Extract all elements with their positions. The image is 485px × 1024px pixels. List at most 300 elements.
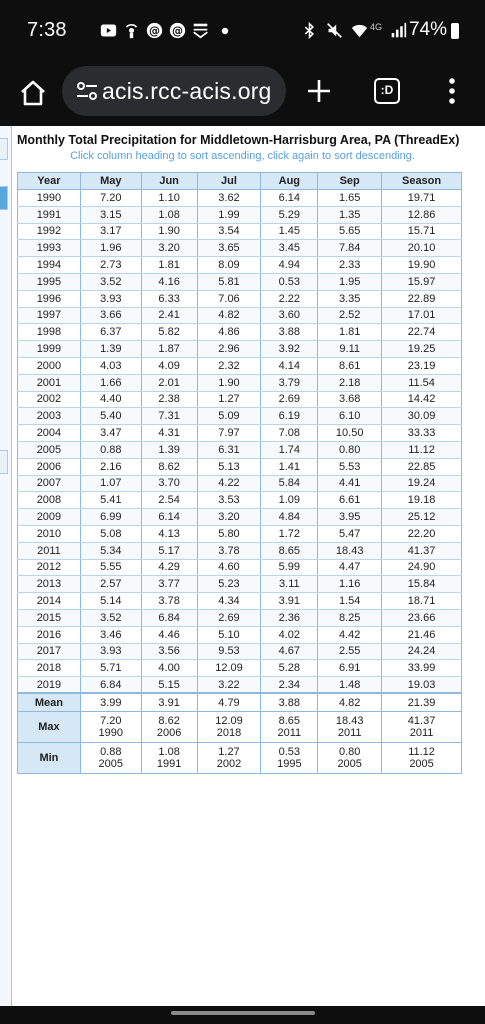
value-cell: 4.16	[141, 273, 197, 290]
value-cell: 5.65	[318, 223, 382, 240]
value-cell: 3.62	[197, 190, 261, 207]
column-header-jun[interactable]: Jun	[141, 173, 197, 190]
value-cell: 1.87	[141, 341, 197, 358]
mean-value: 3.99	[80, 693, 141, 711]
value-cell: 5.82	[141, 324, 197, 341]
value-cell: 2.69	[261, 391, 318, 408]
year-cell: 1992	[18, 223, 81, 240]
value-cell: 11.54	[382, 374, 462, 391]
table-body	[18, 190, 462, 694]
year-cell: 1995	[18, 273, 81, 290]
year-cell: 1990	[18, 190, 81, 207]
system-icons	[301, 22, 407, 39]
value-cell: 19.18	[382, 492, 462, 509]
value-cell: 4.02	[261, 626, 318, 643]
table-row	[18, 525, 462, 542]
value-cell: 5.10	[197, 626, 261, 643]
max-cell	[382, 711, 462, 742]
max-value: 7.20	[100, 714, 122, 727]
value-cell: 5.15	[141, 677, 197, 694]
value-cell: 6.33	[141, 290, 197, 307]
value-cell: 1.39	[141, 441, 197, 458]
min-row	[18, 742, 462, 773]
table-row	[18, 559, 462, 576]
year-cell: 1993	[18, 240, 81, 257]
value-cell: 5.47	[318, 525, 382, 542]
signal-icon	[390, 22, 407, 39]
max-value: 41.37	[407, 714, 436, 727]
value-cell: 4.60	[197, 559, 261, 576]
value-cell: 5.17	[141, 542, 197, 559]
value-cell: 8.25	[318, 609, 382, 626]
value-cell: 1.48	[318, 677, 382, 694]
value-cell: 3.20	[141, 240, 197, 257]
column-header-year[interactable]: Year	[18, 173, 81, 190]
value-cell: 3.70	[141, 475, 197, 492]
table-row	[18, 307, 462, 324]
value-cell: 21.46	[382, 626, 462, 643]
year-cell: 1999	[18, 341, 81, 358]
battery-icon	[451, 23, 459, 39]
max-year: 2018	[216, 726, 242, 739]
value-cell: 4.34	[197, 593, 261, 610]
value-cell: 2.33	[318, 257, 382, 274]
value-cell: 1.16	[318, 576, 382, 593]
min-value: 1.27	[218, 745, 240, 758]
web-content	[0, 126, 485, 1006]
value-cell: 3.35	[318, 290, 382, 307]
value-cell: 8.65	[261, 542, 318, 559]
value-cell: 5.80	[197, 525, 261, 542]
mean-value: 4.82	[318, 693, 382, 711]
value-cell: 2.38	[141, 391, 197, 408]
table-row	[18, 593, 462, 610]
tab-switcher-button[interactable]: :D	[374, 78, 400, 104]
value-cell: 4.31	[141, 425, 197, 442]
side-tab-active[interactable]	[0, 186, 8, 210]
table-header-row	[18, 173, 462, 190]
max-year: 2011	[337, 726, 362, 739]
more-icon[interactable]	[445, 76, 459, 106]
value-cell: 19.24	[382, 475, 462, 492]
svg-text:@: @	[171, 24, 184, 38]
value-cell: 2.36	[261, 609, 318, 626]
value-cell: 5.34	[80, 542, 141, 559]
table-row	[18, 240, 462, 257]
value-cell: 2.22	[261, 290, 318, 307]
value-cell: 3.20	[197, 509, 261, 526]
value-cell: 5.28	[261, 660, 318, 677]
new-tab-plus-icon[interactable]	[304, 76, 334, 106]
value-cell: 3.65	[197, 240, 261, 257]
max-cell	[318, 711, 382, 742]
value-cell: 1.81	[318, 324, 382, 341]
table-row	[18, 576, 462, 593]
side-tab[interactable]	[0, 450, 8, 474]
table-row	[18, 374, 462, 391]
value-cell: 23.19	[382, 357, 462, 374]
value-cell: 2.96	[197, 341, 261, 358]
table-row	[18, 357, 462, 374]
value-cell: 1.95	[318, 273, 382, 290]
value-cell: 17.01	[382, 307, 462, 324]
svg-text:@: @	[148, 24, 161, 38]
year-cell: 2009	[18, 509, 81, 526]
value-cell: 15.84	[382, 576, 462, 593]
value-cell: 30.09	[382, 408, 462, 425]
value-cell: 1.41	[261, 458, 318, 475]
value-cell: 4.84	[261, 509, 318, 526]
min-cell	[197, 742, 261, 773]
value-cell: 2.73	[80, 257, 141, 274]
year-cell: 2005	[18, 441, 81, 458]
value-cell: 6.91	[318, 660, 382, 677]
table-row	[18, 341, 462, 358]
table-row	[18, 626, 462, 643]
year-cell: 2008	[18, 492, 81, 509]
value-cell: 1.90	[141, 223, 197, 240]
value-cell: 22.74	[382, 324, 462, 341]
table-row	[18, 206, 462, 223]
value-cell: 3.68	[318, 391, 382, 408]
threads-icon	[146, 22, 163, 39]
year-cell: 2004	[18, 425, 81, 442]
value-cell: 0.80	[318, 441, 382, 458]
table-summary	[18, 693, 462, 773]
notification-icons	[100, 22, 229, 39]
min-year: 1991	[156, 757, 182, 770]
value-cell: 3.54	[197, 223, 261, 240]
value-cell: 24.90	[382, 559, 462, 576]
dot-icon	[221, 27, 229, 35]
min-cell	[318, 742, 382, 773]
value-cell: 25.12	[382, 509, 462, 526]
value-cell: 5.14	[80, 593, 141, 610]
value-cell: 4.13	[141, 525, 197, 542]
value-cell: 5.08	[80, 525, 141, 542]
year-cell: 2007	[18, 475, 81, 492]
value-cell: 4.09	[141, 357, 197, 374]
url-text[interactable]: acis.rcc-acis.org	[102, 78, 272, 104]
value-cell: 12.86	[382, 206, 462, 223]
browser-toolbar	[0, 62, 485, 126]
value-cell: 4.00	[141, 660, 197, 677]
value-cell: 3.52	[80, 273, 141, 290]
table-row	[18, 391, 462, 408]
max-year: 1990	[98, 726, 124, 739]
value-cell: 2.57	[80, 576, 141, 593]
value-cell: 6.37	[80, 324, 141, 341]
year-cell: 2013	[18, 576, 81, 593]
table-row	[18, 475, 462, 492]
year-cell: 1996	[18, 290, 81, 307]
value-cell: 33.99	[382, 660, 462, 677]
min-year: 2005	[337, 757, 362, 770]
home-icon[interactable]	[18, 78, 48, 108]
column-header-season[interactable]: Season	[382, 173, 462, 190]
play-icon	[100, 22, 117, 39]
year-cell: 2010	[18, 525, 81, 542]
mean-label: Mean	[18, 693, 81, 711]
value-cell: 1.10	[141, 190, 197, 207]
address-bar[interactable]	[62, 66, 286, 116]
max-label: Max	[18, 711, 81, 742]
value-cell: 6.61	[318, 492, 382, 509]
value-cell: 5.53	[318, 458, 382, 475]
value-cell: 8.09	[197, 257, 261, 274]
value-cell: 6.10	[318, 408, 382, 425]
year-cell: 2019	[18, 677, 81, 694]
value-cell: 3.95	[318, 509, 382, 526]
value-cell: 9.11	[318, 341, 382, 358]
value-cell: 11.12	[382, 441, 462, 458]
value-cell: 6.84	[141, 609, 197, 626]
value-cell: 8.61	[318, 357, 382, 374]
year-cell: 2002	[18, 391, 81, 408]
value-cell: 2.55	[318, 643, 382, 660]
value-cell: 4.40	[80, 391, 141, 408]
min-value: 0.53	[278, 745, 301, 758]
mean-value: 3.88	[261, 693, 318, 711]
value-cell: 1.45	[261, 223, 318, 240]
value-cell: 19.25	[382, 341, 462, 358]
value-cell: 4.29	[141, 559, 197, 576]
value-cell: 1.90	[197, 374, 261, 391]
min-cell	[382, 742, 462, 773]
table-row	[18, 492, 462, 509]
max-cell	[141, 711, 197, 742]
max-value: 8.65	[278, 714, 301, 727]
max-row	[18, 711, 462, 742]
value-cell: 4.86	[197, 324, 261, 341]
value-cell: 5.41	[80, 492, 141, 509]
value-cell: 3.66	[80, 307, 141, 324]
value-cell: 1.81	[141, 257, 197, 274]
column-header-jul[interactable]: Jul	[197, 173, 261, 190]
min-cell	[141, 742, 197, 773]
value-cell: 1.35	[318, 206, 382, 223]
value-cell: 22.89	[382, 290, 462, 307]
value-cell: 3.88	[261, 324, 318, 341]
value-cell: 4.47	[318, 559, 382, 576]
threads-icon	[169, 22, 186, 39]
max-cell	[197, 711, 261, 742]
value-cell: 0.88	[80, 441, 141, 458]
max-value: 8.62	[158, 714, 180, 727]
column-header-aug[interactable]: Aug	[261, 173, 318, 190]
min-value: 11.12	[408, 745, 435, 758]
min-label: Min	[18, 742, 81, 773]
value-cell: 7.31	[141, 408, 197, 425]
value-cell: 4.94	[261, 257, 318, 274]
max-year: 2006	[156, 726, 182, 739]
value-cell: 5.99	[261, 559, 318, 576]
max-cell	[80, 711, 141, 742]
value-cell: 3.22	[197, 677, 261, 694]
value-cell: 2.16	[80, 458, 141, 475]
value-cell: 2.34	[261, 677, 318, 694]
value-cell: 4.82	[197, 307, 261, 324]
value-cell: 1.66	[80, 374, 141, 391]
value-cell: 9.53	[197, 643, 261, 660]
value-cell: 2.41	[141, 307, 197, 324]
value-cell: 3.78	[197, 542, 261, 559]
value-cell: 18.43	[318, 542, 382, 559]
value-cell: 4.42	[318, 626, 382, 643]
mute-icon	[326, 22, 343, 39]
table-row	[18, 609, 462, 626]
value-cell: 33.33	[382, 425, 462, 442]
year-cell: 2006	[18, 458, 81, 475]
value-cell: 3.92	[261, 341, 318, 358]
min-year: 1995	[277, 757, 302, 770]
column-header-may[interactable]: May	[80, 173, 141, 190]
table-row	[18, 273, 462, 290]
min-value: 0.80	[338, 745, 361, 758]
value-cell: 3.45	[261, 240, 318, 257]
year-cell: 1994	[18, 257, 81, 274]
value-cell: 5.55	[80, 559, 141, 576]
status-time: 7:38	[27, 19, 67, 41]
mean-value: 3.91	[141, 693, 197, 711]
value-cell: 8.62	[141, 458, 197, 475]
value-cell: 2.54	[141, 492, 197, 509]
value-cell: 3.78	[141, 593, 197, 610]
value-cell: 6.19	[261, 408, 318, 425]
value-cell: 1.96	[80, 240, 141, 257]
year-cell: 1991	[18, 206, 81, 223]
value-cell: 5.40	[80, 408, 141, 425]
year-cell: 2001	[18, 374, 81, 391]
value-cell: 5.71	[80, 660, 141, 677]
year-cell: 2015	[18, 609, 81, 626]
max-year: 2011	[409, 726, 434, 739]
table-row	[18, 542, 462, 559]
value-cell: 1.08	[141, 206, 197, 223]
mean-value: 21.39	[382, 693, 462, 711]
value-cell: 7.20	[80, 190, 141, 207]
value-cell: 1.99	[197, 206, 261, 223]
value-cell: 1.27	[197, 391, 261, 408]
min-year: 2002	[216, 757, 242, 770]
table-row	[18, 257, 462, 274]
value-cell: 12.09	[197, 660, 261, 677]
value-cell: 3.91	[261, 593, 318, 610]
news-icon	[192, 22, 209, 39]
value-cell: 5.23	[197, 576, 261, 593]
table-row	[18, 458, 462, 475]
year-cell: 2014	[18, 593, 81, 610]
home-gesture-pill[interactable]	[171, 1011, 315, 1015]
value-cell: 7.84	[318, 240, 382, 257]
year-cell: 2018	[18, 660, 81, 677]
min-year: 2005	[409, 757, 434, 770]
value-cell: 3.11	[261, 576, 318, 593]
value-cell: 3.56	[141, 643, 197, 660]
table-row	[18, 324, 462, 341]
min-value: 1.08	[158, 745, 180, 758]
sort-hint: Click column heading to sort ascending, click again to sort descending.	[70, 150, 415, 162]
max-cell	[261, 711, 318, 742]
value-cell: 41.37	[382, 542, 462, 559]
value-cell: 3.79	[261, 374, 318, 391]
value-cell: 7.97	[197, 425, 261, 442]
gesture-nav-bar	[0, 1006, 485, 1024]
value-cell: 15.71	[382, 223, 462, 240]
value-cell: 6.14	[141, 509, 197, 526]
year-cell: 2017	[18, 643, 81, 660]
year-cell: 2003	[18, 408, 81, 425]
value-cell: 4.41	[318, 475, 382, 492]
min-cell	[261, 742, 318, 773]
value-cell: 24.24	[382, 643, 462, 660]
value-cell: 3.46	[80, 626, 141, 643]
value-cell: 4.67	[261, 643, 318, 660]
value-cell: 2.32	[197, 357, 261, 374]
value-cell: 4.22	[197, 475, 261, 492]
table-row	[18, 425, 462, 442]
year-cell: 2012	[18, 559, 81, 576]
value-cell: 1.72	[261, 525, 318, 542]
value-cell: 6.14	[261, 190, 318, 207]
value-cell: 4.46	[141, 626, 197, 643]
value-cell: 2.18	[318, 374, 382, 391]
value-cell: 19.03	[382, 677, 462, 694]
value-cell: 23.66	[382, 609, 462, 626]
column-header-sep[interactable]: Sep	[318, 173, 382, 190]
max-year: 2011	[277, 726, 302, 739]
side-panel-strip	[0, 126, 12, 1006]
value-cell: 3.15	[80, 206, 141, 223]
year-cell: 1997	[18, 307, 81, 324]
value-cell: 3.17	[80, 223, 141, 240]
network-type: 4G	[369, 21, 382, 32]
status-bar	[0, 0, 485, 62]
value-cell: 2.01	[141, 374, 197, 391]
value-cell: 2.52	[318, 307, 382, 324]
table-row	[18, 441, 462, 458]
value-cell: 7.08	[261, 425, 318, 442]
value-cell: 1.09	[261, 492, 318, 509]
value-cell: 6.84	[80, 677, 141, 694]
table-row	[18, 677, 462, 694]
value-cell: 3.93	[80, 290, 141, 307]
value-cell: 20.10	[382, 240, 462, 257]
wifi-icon	[351, 22, 368, 39]
value-cell: 15.97	[382, 273, 462, 290]
precipitation-table	[17, 172, 462, 774]
table-row	[18, 509, 462, 526]
value-cell: 6.99	[80, 509, 141, 526]
value-cell: 3.53	[197, 492, 261, 509]
value-cell: 5.84	[261, 475, 318, 492]
value-cell: 5.81	[197, 273, 261, 290]
value-cell: 0.53	[261, 273, 318, 290]
value-cell: 4.03	[80, 357, 141, 374]
year-cell: 2000	[18, 357, 81, 374]
value-cell: 4.14	[261, 357, 318, 374]
value-cell: 19.90	[382, 257, 462, 274]
mean-row	[18, 693, 462, 711]
tune-icon[interactable]	[76, 81, 98, 101]
max-value: 18.43	[335, 714, 364, 727]
value-cell: 3.60	[261, 307, 318, 324]
table-row	[18, 223, 462, 240]
min-year: 2005	[98, 757, 124, 770]
value-cell: 18.71	[382, 593, 462, 610]
table-row	[18, 408, 462, 425]
table-row	[18, 643, 462, 660]
